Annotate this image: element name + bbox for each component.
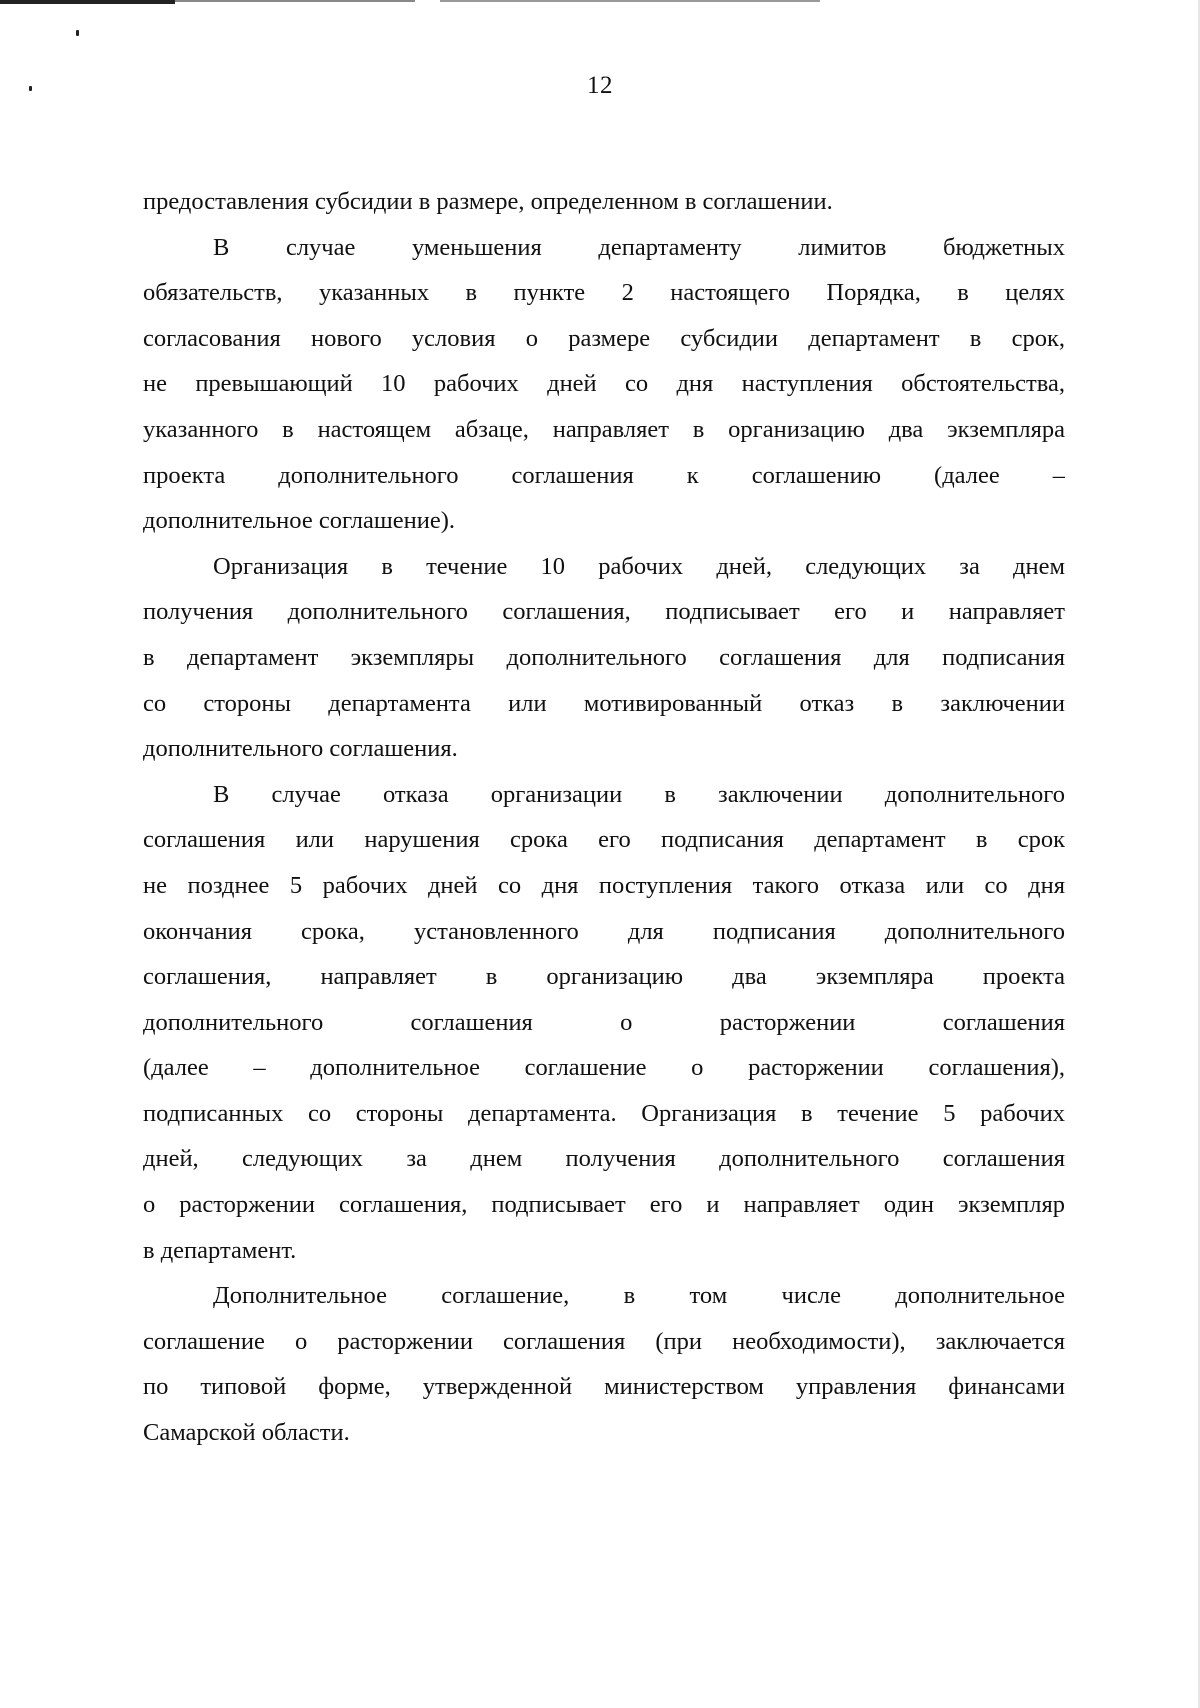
text-line: В случае отказа организации в заключении дополнительного bbox=[213, 780, 1065, 808]
text-line: Организация в течение 10 рабочих дней, следующих за днем bbox=[213, 552, 1065, 580]
scan-speck bbox=[76, 30, 79, 36]
document-body bbox=[143, 179, 1065, 1456]
text-line: получения дополнительного соглашения, подписывает его и направляет bbox=[143, 598, 1065, 626]
text-line: в департамент. bbox=[143, 1236, 297, 1264]
text-line: (далее – дополнительное соглашение о расторжении соглашения), bbox=[143, 1054, 1065, 1082]
text-line: соглашение о расторжении соглашения (при необходимости), заключается bbox=[143, 1327, 1065, 1355]
text-line: подписанных со стороны департамента. Организация в течение 5 рабочих bbox=[143, 1099, 1065, 1127]
text-line: о расторжении соглашения, подписывает его и направляет один экземпляр bbox=[143, 1191, 1065, 1219]
text-line: В случае уменьшения департаменту лимитов бюджетных bbox=[213, 233, 1065, 261]
text-line: дополнительное соглашение). bbox=[143, 507, 455, 535]
paragraph-5 bbox=[143, 1273, 1065, 1455]
text-line: обязательств, указанных в пункте 2 настоящего Порядка, в целях bbox=[143, 279, 1065, 307]
text-line: Самарской области. bbox=[143, 1419, 350, 1447]
text-line: со стороны департамента или мотивированный отказ в заключении bbox=[143, 689, 1065, 717]
scan-top-edge bbox=[175, 0, 415, 2]
text-line: соглашения или нарушения срока его подписания департамент в срок bbox=[143, 826, 1065, 854]
text-line: проекта дополнительного соглашения к соглашению (далее – bbox=[143, 461, 1065, 489]
paragraph-1 bbox=[143, 179, 1065, 225]
text-line: предоставления субсидии в размере, определенном в соглашении. bbox=[143, 188, 833, 215]
text-line: окончания срока, установленного для подписания дополнительного bbox=[143, 917, 1065, 945]
page-number: 12 bbox=[587, 72, 613, 99]
paragraph-3 bbox=[143, 544, 1065, 772]
text-line: указанного в настоящем абзаце, направляет в организацию два экземпляра bbox=[143, 415, 1065, 443]
text-line: дней, следующих за днем получения дополнительного соглашения bbox=[143, 1145, 1065, 1173]
text-line: дополнительного соглашения о расторжении соглашения bbox=[143, 1008, 1065, 1036]
scan-top-edge bbox=[0, 0, 175, 4]
scan-top-edge bbox=[440, 0, 820, 2]
text-line: не превышающий 10 рабочих дней со дня наступления обстоятельства, bbox=[143, 370, 1065, 398]
text-line: Дополнительное соглашение, в том числе дополнительное bbox=[213, 1282, 1065, 1310]
paragraph-2 bbox=[143, 225, 1065, 544]
text-line: в департамент экземпляры дополнительного соглашения для подписания bbox=[143, 643, 1065, 671]
text-line: дополнительного соглашения. bbox=[143, 735, 458, 763]
text-line: по типовой форме, утвержденной министерством управления финансами bbox=[143, 1373, 1065, 1401]
text-line: соглашения, направляет в организацию два экземпляра проекта bbox=[143, 963, 1065, 991]
text-line: не позднее 5 рабочих дней со дня поступления такого отказа или со дня bbox=[143, 871, 1065, 899]
text-line: согласования нового условия о размере субсидии департамент в срок, bbox=[143, 324, 1065, 352]
paragraph-4 bbox=[143, 772, 1065, 1274]
